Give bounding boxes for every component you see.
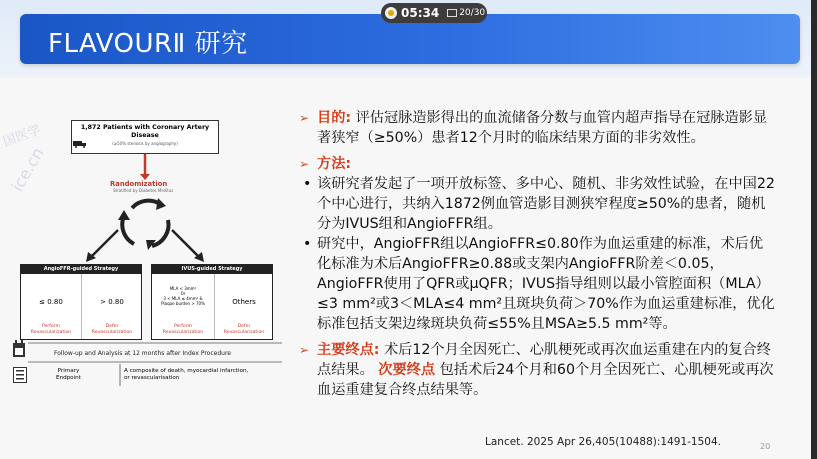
method-item-2	[299, 234, 777, 334]
angioffr-threshold-low: ≤ 0.80	[39, 298, 63, 306]
watermark-text: 国医学	[1, 122, 44, 151]
method-item-1	[299, 174, 777, 234]
slide-content	[299, 108, 777, 400]
secondary-endpoint-text: 包括术后24个月和60个月全因死亡、心肌梗死或再次血运重建复合终点结果等。	[317, 362, 774, 398]
slide-title: FLAVOURⅡ 研究	[48, 29, 248, 59]
angioffr-strategy-header: AngioFFR-guided Strategy	[21, 265, 141, 274]
reference-citation: Lancet. 2025 Apr 26,405(10488):1491-1504.	[485, 436, 721, 448]
method-text-2: 研究中，AngioFFR组以AngioFFR≤0.80作为血运重建的标准，术后优化标准为术后AngioFFR≥0.88或支架内AngioFFR阶差＜0.05，AngioFFR使用了QFR或μQFR；IVUS指导组则以最小管腔面积（MLA）≤3 mm²或3＜MLA≤4 mm²且斑块负荷＞70%作为血运重建标准，优化标准包括支架边缘斑块负荷≤55%且MSA≥5.5 mm²等。	[317, 236, 775, 332]
recording-time: 05:34	[401, 6, 440, 20]
arrow-bullet-icon: ➢	[299, 157, 310, 171]
method-label: 方法:	[317, 156, 352, 172]
angioffr-perform-label: Perform Revascularization	[30, 324, 72, 335]
objective-text: 评估冠脉造影得出的血流储备分数与血管内超声指导在冠脉造影显著狭窄（≥50%）患者12个月时的临床结果方面的非劣效性。	[317, 110, 768, 146]
arrow-bullet-icon: ➢	[299, 343, 310, 357]
angioffr-col-defer	[82, 274, 142, 339]
calendar-icon	[12, 340, 26, 358]
ivus-others: Others	[232, 298, 256, 306]
angioffr-col-perform	[21, 274, 82, 339]
angioffr-defer-label: Defer Revascularization	[91, 324, 133, 335]
endpoints-paragraph	[299, 340, 777, 400]
ivus-defer-label: Defer Revascularization	[223, 324, 265, 335]
ivus-col-defer	[215, 274, 273, 339]
primary-endpoint-text: 术后12个月全因死亡、心肌梗死或再次血运重建在内的复合终点结果。	[317, 342, 771, 378]
objective-label: 目的:	[317, 110, 352, 126]
arrow-bullet-icon: ➢	[299, 111, 310, 125]
method-text-1: 该研究者发起了一项开放标签、多中心、随机、非劣效性试验，在中国22个中心进行，共纳入1872例血管造影目测狭窄程度≥50%的患者，随机分为IVUS组和AngioFFR组。	[317, 176, 775, 232]
primary-endpoint-heading: 主要终点:	[317, 342, 380, 358]
stratified-label: Stratified by Diabetes Mellitus	[113, 188, 174, 193]
patients-subtitle: (≥50% stenosis by angiography)	[112, 141, 178, 146]
ivus-col-perform	[152, 274, 215, 339]
ivus-strategy-header: IVUS-guided Strategy	[152, 265, 272, 274]
followup-text: Follow-up and Analysis at 12 months after Index Procedure	[54, 350, 231, 357]
page-number: 20	[760, 442, 771, 451]
patients-title: 1,872 Patients with Coronary Artery Disease	[80, 124, 210, 139]
secondary-endpoint-heading: 次要终点	[378, 362, 436, 378]
dot-bullet-icon: •	[303, 236, 312, 252]
dot-bullet-icon: •	[303, 176, 312, 192]
slides-icon	[447, 9, 457, 17]
objective-paragraph	[299, 108, 777, 148]
recording-indicator[interactable]	[381, 3, 487, 23]
primary-endpoint-desc: A composite of death, myocardial infarction, or revascularisation	[124, 368, 249, 381]
ivus-perform-label: Perform Revascularization	[162, 324, 204, 335]
ivus-strategy-box	[151, 264, 273, 340]
angioffr-threshold-high: > 0.80	[100, 298, 124, 306]
slide-counter[interactable]	[447, 8, 485, 18]
watermark-url: ice.cn	[7, 144, 48, 195]
window-edge	[811, 0, 817, 459]
angioffr-strategy-box	[20, 264, 142, 340]
primary-endpoint-label: Primary Endpoint	[56, 368, 81, 381]
checklist-icon	[13, 367, 27, 383]
slide-counter-text: 20/30	[459, 8, 486, 18]
randomization-label: Randomization	[110, 180, 168, 188]
diagram-arrows	[0, 0, 300, 420]
ivus-criteria: MLA < 3mm² Or 3 < MLA ≤ 4mm² & Plaque burden > 70%	[161, 286, 205, 306]
method-heading	[299, 154, 777, 174]
record-icon	[385, 7, 397, 19]
